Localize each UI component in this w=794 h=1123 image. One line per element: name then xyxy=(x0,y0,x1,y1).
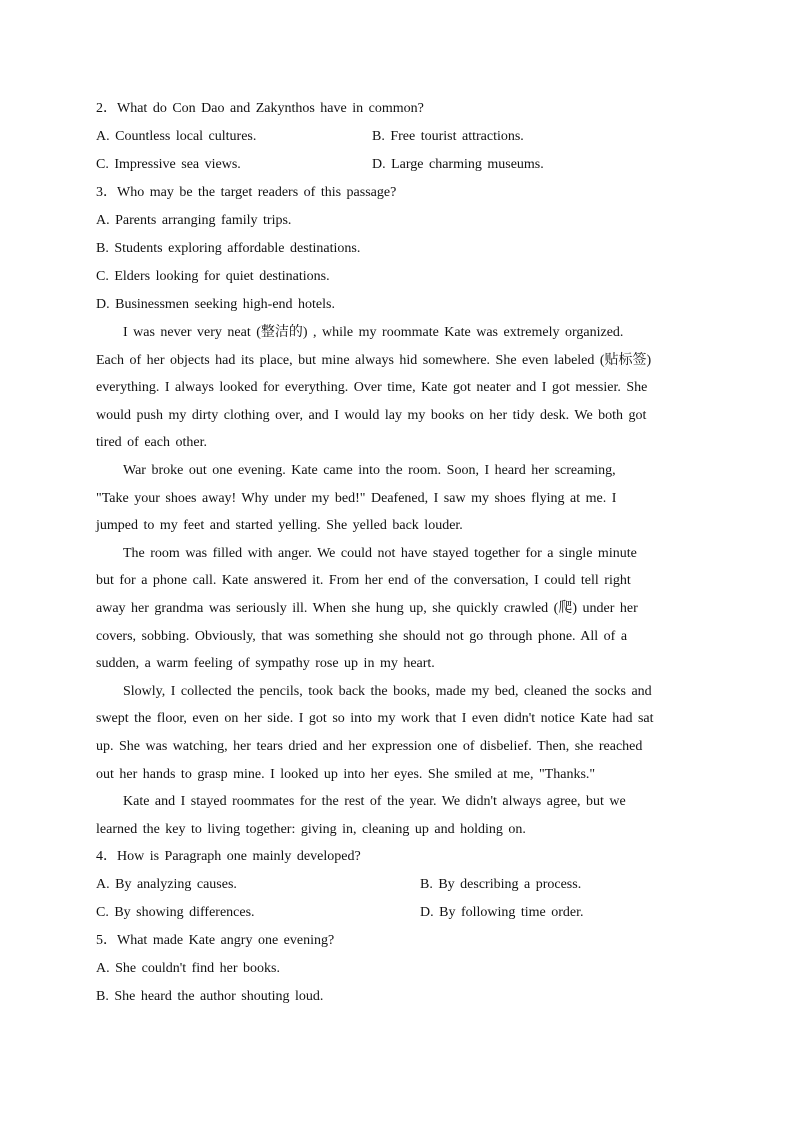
passage-line: would push my dirty clothing over, and I would lay my books on her tidy desk. We both got xyxy=(96,407,647,423)
paragraph-3 xyxy=(96,540,696,678)
option-b[interactable]: B. By describing a process. xyxy=(420,877,582,893)
passage-line: up. She was watching, her tears dried and her expression one of disbelief. Then, she reached xyxy=(96,738,643,754)
question-stem: 4．How is Paragraph one mainly developed? xyxy=(96,849,361,865)
option-a[interactable]: A. Countless local cultures. xyxy=(96,129,257,144)
options-row xyxy=(96,871,696,899)
options-row xyxy=(96,151,696,179)
option-d[interactable]: D. Businessmen seeking high-end hotels. xyxy=(96,297,335,312)
options-row xyxy=(96,123,696,151)
passage-line: away her grandma was seriously ill. When she hung up, she quickly crawled (爬) under her xyxy=(96,600,638,616)
passage-line: The room was filled with anger. We could not have stayed together for a single minute xyxy=(123,545,637,561)
paragraph-2 xyxy=(96,457,696,540)
question-2 xyxy=(96,95,696,179)
page-content xyxy=(96,95,696,1011)
options-row xyxy=(96,899,696,927)
option-b[interactable]: B. Students exploring affordable destinations. xyxy=(96,241,361,256)
passage-line: learned the key to living together: giving in, cleaning up and holding on. xyxy=(96,821,526,837)
passage-line: "Take your shoes away! Why under my bed!" Deafened, I saw my shoes flying at me. I xyxy=(96,490,617,506)
option-a[interactable]: A. Parents arranging family trips. xyxy=(96,213,292,228)
question-stem: 2．What do Con Dao and Zakynthos have in common? xyxy=(96,101,424,116)
question-stem: 5．What made Kate angry one evening? xyxy=(96,933,335,949)
option-c[interactable]: C. Elders looking for quiet destinations. xyxy=(96,269,330,284)
option-a[interactable]: A. She couldn't find her books. xyxy=(96,961,281,977)
passage-line: covers, sobbing. Obviously, that was something she should not go through phone. All of a xyxy=(96,628,628,644)
question-4 xyxy=(96,843,696,927)
passage-line: sudden, a warm feeling of sympathy rose up in my heart. xyxy=(96,656,435,672)
passage-line: Kate and I stayed roommates for the rest of the year. We didn't always agree, but we xyxy=(123,794,626,810)
question-5 xyxy=(96,927,696,1011)
passage-line: Each of her objects had its place, but mine always hid somewhere. She even labeled (贴标签) xyxy=(96,352,652,368)
option-b[interactable]: B. Free tourist attractions. xyxy=(372,129,524,144)
passage-line: but for a phone call. Kate answered it. From her end of the conversation, I could tell right xyxy=(96,573,631,589)
paragraph-1 xyxy=(96,319,696,457)
option-a[interactable]: A. By analyzing causes. xyxy=(96,877,237,893)
passage-line: everything. I always looked for everything. Over time, Kate got neater and I got messier. She xyxy=(96,380,648,396)
paragraph-4 xyxy=(96,678,696,788)
passage-line: out her hands to grasp mine. I looked up into her eyes. She smiled at me, "Thanks." xyxy=(96,766,596,782)
passage-line: Slowly, I collected the pencils, took back the books, made my bed, cleaned the socks and xyxy=(123,683,652,699)
reading-passage xyxy=(96,319,696,843)
passage-line: War broke out one evening. Kate came into the room. Soon, I heard her screaming, xyxy=(123,462,616,478)
option-b[interactable]: B. She heard the author shouting loud. xyxy=(96,989,324,1005)
question-stem: 3．Who may be the target readers of this passage? xyxy=(96,185,397,200)
option-d[interactable]: D. Large charming museums. xyxy=(372,157,544,172)
option-c[interactable]: C. Impressive sea views. xyxy=(96,157,241,172)
paragraph-5 xyxy=(96,788,696,843)
passage-line: I was never very neat (整洁的) , while my roommate Kate was extremely organized. xyxy=(123,325,624,340)
question-3 xyxy=(96,179,696,319)
option-c[interactable]: C. By showing differences. xyxy=(96,905,255,921)
passage-line: tired of each other. xyxy=(96,435,207,451)
passage-line: swept the floor, even on her side. I got so into my work that I even didn't notice Kate had sat xyxy=(96,711,654,727)
passage-line: jumped to my feet and started yelling. She yelled back louder. xyxy=(96,518,463,534)
option-d[interactable]: D. By following time order. xyxy=(420,905,584,921)
